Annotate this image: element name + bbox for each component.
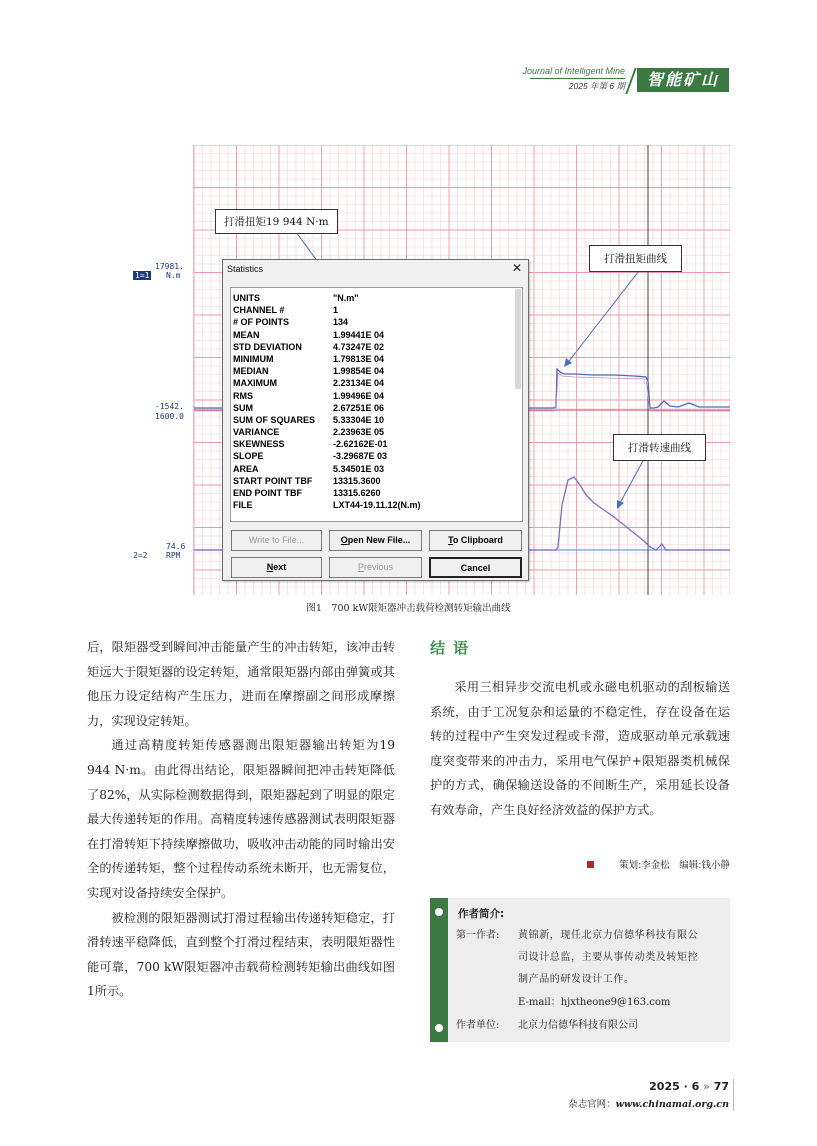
paragraph: 被检测的限矩器测试打滑过程输出传递转矩稳定，打滑转速平稳降低，直到整个打滑过程结束，表明限矩器性能可靠，700 kW限矩器冲击载荷检测转矩输出曲线如图1所示。 [87,910,395,999]
arrow-line [619,459,644,505]
stats-row [233,353,522,365]
stats-row [233,365,522,377]
stats-key: SLOPE [233,451,264,462]
stats-row [233,487,522,499]
previous-button[interactable]: Previous [329,557,422,578]
stats-value: 1.99854E 04 [333,366,385,377]
stats-row [233,329,522,341]
stats-value: -3.29687E 03 [333,451,388,462]
stats-key: SUM [233,402,253,413]
stats-key: START POINT TBF [233,475,313,486]
scrollbar[interactable] [515,289,521,389]
stats-row [233,292,522,304]
stats-key: # OF POINTS [233,317,290,328]
page-number: 2025 · 6 » 77 [649,1080,729,1093]
callout-slip-torque-value: 打滑扭矩19 944 N·m [215,209,338,234]
stats-row [233,438,522,450]
axis-top-unit-outer: N.m [166,271,181,280]
stats-value: 1 [333,305,339,316]
axis-top-channel-outer: 1=1 [135,271,150,280]
stats-key: SKEWNESS [233,439,285,450]
next-button[interactable]: Next [231,557,322,578]
stats-key: MINIMUM [233,353,274,364]
stats-row [233,499,522,511]
statistics-dialog [222,259,529,581]
axis-low-unit-outer: RPM [166,551,181,560]
first-author-line: 制产品的研发设计工作。 [518,974,635,985]
callout-slip-torque-curve: 打滑扭矩曲线 [589,245,682,272]
stats-row [233,390,522,402]
author-info-box [430,898,730,1042]
stats-value: "N.m" [333,293,359,303]
axis-top-value-outer: 17981. [155,262,184,271]
stats-value: 4.73247E 02 [333,341,385,352]
journal-name-en: Journal of Intelligent Mine [522,66,625,76]
author-unit-label: 作者单位: [456,1020,500,1031]
paragraph: 通过高精度转矩传感器测出限矩器输出转矩为19 944 N·m。由此得出结论，限矩器瞬间把冲击转矩降低了82%，从实际检测数据得到，限矩器起到了明显的限定最大传递转矩的作用。高精度转速传感器测试表明限矩器在打滑转矩下持续摩擦做功，吸收冲击动能的同时输出安全的传递转矩，整个过程传动系统未断开，也无需复位，实现对设备持续安全保护。 [87,738,395,900]
header-rule [530,78,625,79]
stats-row [233,414,522,426]
stats-row [233,463,522,475]
journal-website: 杂志官网：www.chinamai.org.cn [568,1099,729,1110]
stats-row [233,377,522,389]
first-author-line: 司设计总监，主要从事传动类及转矩控 [518,952,699,963]
stats-value: 1.99441E 04 [333,329,385,340]
stats-key: UNITS [233,293,260,303]
stats-value: 5.34501E 03 [333,463,385,474]
stats-row [233,450,522,462]
stats-key: VARIANCE [233,427,280,438]
author-unit: 北京力信德华科技有限公司 [518,1020,638,1031]
section-title: 结语 [430,639,477,657]
journal-logo: 智能矿山 [637,68,729,92]
stats-value: 5.33304E 10 [333,414,385,425]
author-email: E-mail：hjxtheone9@163.com [518,997,671,1008]
statistics-title: Statistics [227,264,264,274]
paragraph: 后，限矩器受到瞬间冲击能量产生的冲击转矩，该冲击转矩远大于限矩器的设定转矩，通常限矩器内部由弹簧或其他压力设定结构产生压力，进而在摩擦副之间形成摩擦力，实现设定转矩。 [87,640,395,728]
first-author-line: 黄锦新，现任北京力信德华科技有限公 [518,930,699,941]
arrow-line [566,267,642,365]
paragraph: 采用三相异步交流电机或永磁电机驱动的刮板输送系统，由于工况复杂和运量的不稳定性，存在设备在运转的过程中产生突发过程或卡滞，造成驱动单元承载速度突变带来的冲击力，采用电气保护+限矩器类机械保护的方式，确保输送设备的不间断生产，采用延长设备有效寿命，产生良好经济效益的保护方式。 [430,680,730,817]
journal-issue: 2025 年第 6 期 [568,81,625,91]
bullet-icon [435,908,443,916]
arrow-icon: » [703,1080,710,1093]
stats-row [233,402,522,414]
bullet-icon [435,1024,443,1032]
close-icon[interactable]: ✕ [511,261,522,275]
stats-value: 2.67251E 06 [333,402,385,413]
stats-key: STD DEVIATION [233,341,302,352]
stats-row [233,341,522,353]
stats-value: 1.99496E 04 [333,390,385,401]
write-to-file-button[interactable]: Write to File... [231,530,322,551]
stats-key: MEAN [233,329,260,340]
stats-value: 2.23963E 05 [333,427,385,438]
stats-value: 134 [333,317,349,328]
stats-key: FILE [233,500,253,511]
right-column [430,675,730,823]
stats-key: END POINT TBF [233,488,302,498]
stats-row [233,316,522,328]
stats-key: RMS [233,390,253,401]
axis-mid-value2-outer: 1600.0 [155,412,184,421]
stats-row [233,475,522,487]
author-box-bar [430,898,448,1042]
axis-mid-value-outer: -1542. [155,402,184,411]
stats-value: 13315.3600 [333,475,381,486]
footer-rule [733,1079,734,1111]
header-divider [625,68,636,94]
stats-value: 2.23134E 04 [333,378,385,389]
stats-value: LXT44-19.11.12(N.m) [333,500,421,511]
to-clipboard-button[interactable]: To Clipboard [429,530,522,551]
stats-value: 1.79813E 04 [333,353,385,364]
left-column [87,635,395,1004]
stats-key: SUM OF SQUARES [233,414,316,425]
statistics-list [230,287,523,522]
figure-caption: 图1 700 kW限矩器冲击载荷检测转矩输出曲线 [306,603,511,614]
axis-low-value-outer: 74.6 [166,542,186,551]
author-info-title: 作者简介: [458,908,505,920]
editor-line: 策划:李金松 编辑:钱小静 [619,860,730,871]
callout-slip-speed-curve: 打滑转速曲线 [613,434,706,461]
cancel-button[interactable]: Cancel [429,557,522,578]
first-author-label: 第一作者: [456,930,500,941]
stats-key: MEDIAN [233,366,269,377]
stats-key: CHANNEL # [233,305,285,316]
stats-row [233,426,522,438]
stats-key: MAXIMUM [233,378,277,389]
open-new-file-button[interactable]: Open New File... [329,530,422,551]
stats-key: AREA [233,463,259,474]
stats-row [233,304,522,316]
axis-low-channel-outer: 2=2 [133,551,148,560]
stats-value: 13315.6260 [333,488,381,498]
stats-value: -2.62162E-01 [333,439,388,450]
